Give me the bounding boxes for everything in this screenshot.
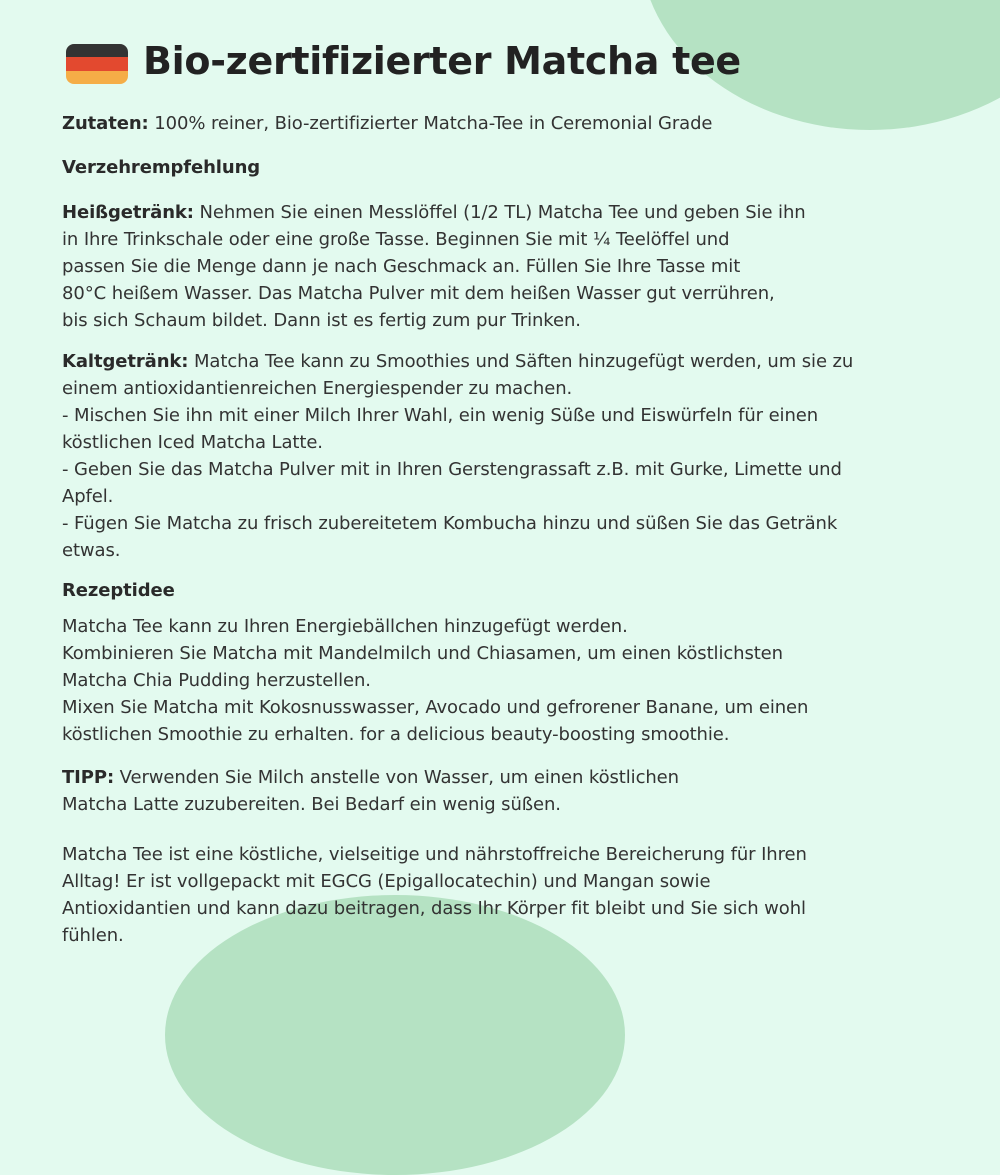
cold-drink-paragraph	[62, 348, 853, 564]
cold-drink-line: Apfel.	[62, 486, 114, 507]
tip-paragraph	[62, 764, 679, 818]
cold-drink-line: - Mischen Sie ihn mit einer Milch Ihrer Wahl, ein wenig Süße und Eiswürfeln für einen	[62, 405, 819, 426]
ingredients-text: 100% reiner, Bio-zertifizierter Matcha-Tee in Ceremonial Grade	[148, 113, 713, 134]
hot-drink-line: 80°C heißem Wasser. Das Matcha Pulver mit dem heißen Wasser gut verrühren,	[62, 283, 775, 304]
page-title: Bio-zertifizierter Matcha tee	[143, 39, 741, 83]
summary-line: Antioxidantien und kann dazu beitragen, dass Ihr Körper fit bleibt und Sie sich wohl	[62, 898, 806, 919]
recipe-line: Matcha Chia Pudding herzustellen.	[62, 670, 371, 691]
cold-drink-line: etwas.	[62, 540, 121, 561]
recipe-line: köstlichen Smoothie zu erhalten. for a delicious beauty-boosting smoothie.	[62, 724, 730, 745]
hot-drink-paragraph	[62, 199, 806, 334]
summary-line: Matcha Tee ist eine köstliche, vielseitige und nährstoffreiche Bereicherung für Ihren	[62, 844, 807, 865]
tip-label: TIPP:	[62, 767, 115, 788]
cold-drink-line: Matcha Tee kann zu Smoothies und Säften hinzugefügt werden, um sie zu	[188, 351, 854, 372]
recipe-line: Matcha Tee kann zu Ihren Energiebällchen hinzugefügt werden.	[62, 616, 628, 637]
hot-drink-line: bis sich Schaum bildet. Dann ist es fertig zum pur Trinken.	[62, 310, 581, 331]
tip-line: Matcha Latte zuzubereiten. Bei Bedarf ein wenig süßen.	[62, 794, 561, 815]
cold-drink-label: Kaltgetränk:	[62, 351, 189, 372]
recipe-paragraph	[62, 613, 808, 748]
cold-drink-line: - Fügen Sie Matcha zu frisch zubereitetem Kombucha hinzu und süßen Sie das Getränk	[62, 513, 838, 534]
summary-paragraph	[62, 841, 807, 949]
ingredients-label: Zutaten:	[62, 113, 149, 134]
cold-drink-line: einem antioxidantienreichen Energiespender zu machen.	[62, 378, 573, 399]
hot-drink-label: Heißgetränk:	[62, 202, 194, 223]
recipe-line: Mixen Sie Matcha mit Kokosnusswasser, Avocado und gefrorener Banane, um einen	[62, 697, 809, 718]
cold-drink-line: köstlichen Iced Matcha Latte.	[62, 432, 323, 453]
summary-line: fühlen.	[62, 925, 124, 946]
hot-drink-line: passen Sie die Menge dann je nach Geschmack an. Füllen Sie Ihre Tasse mit	[62, 256, 741, 277]
tip-line: Verwenden Sie Milch anstelle von Wasser, um einen köstlichen	[114, 767, 679, 788]
usage-heading: Verzehrempfehlung	[62, 157, 261, 178]
ingredients-paragraph	[62, 110, 712, 137]
cold-drink-line: - Geben Sie das Matcha Pulver mit in Ihren Gerstengrassaft z.B. mit Gurke, Limette und	[62, 459, 842, 480]
hot-drink-line: Nehmen Sie einen Messlöffel (1/2 TL) Matcha Tee und geben Sie ihn	[193, 202, 806, 223]
summary-line: Alltag! Er ist vollgepackt mit EGCG (Epigallocatechin) und Mangan sowie	[62, 871, 711, 892]
recipe-heading: Rezeptidee	[62, 580, 175, 601]
germany-flag-icon	[66, 44, 128, 84]
hot-drink-line: in Ihre Trinkschale oder eine große Tasse. Beginnen Sie mit ¼ Teelöffel und	[62, 229, 730, 250]
recipe-line: Kombinieren Sie Matcha mit Mandelmilch und Chiasamen, um einen köstlichsten	[62, 643, 783, 664]
